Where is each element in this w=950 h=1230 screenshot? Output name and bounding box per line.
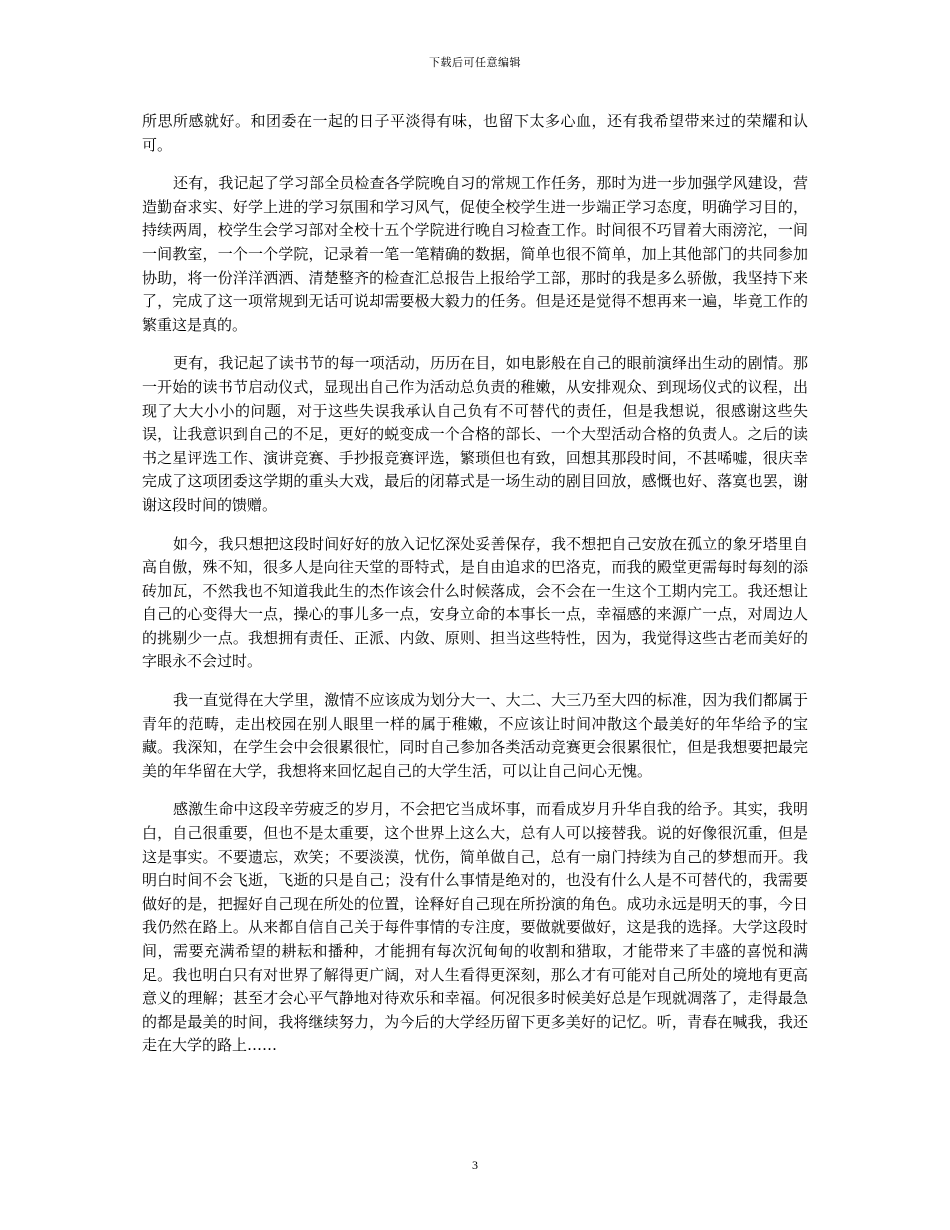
paragraph-6: 感激生命中这段辛劳疲乏的岁月，不会把它当成坏事，而看成岁月升华自我的给予。其实，我明白，自己很重要，但也不是太重要，这个世界上这么大，总有人可以接替我。说的好像很沉重，但是这是事实。不要遗忘，欢笑；不要淡漠，忧伤，简单做自己，总有一扇门持续为自己的梦想而开。我明白时间不会飞逝，飞逝的只是自己；没有什么事情是绝对的，也没有什么人是不可替代的，我需要做好的是，把握好自己现在所处的位置，诠释好自己现在所扮演的角色。成功永远是明天的事，今日我仍然在路上。从来都自信自己关于每件事情的专注度，要做就要做好，这是我的选择。大学这段时间，需要充满希望的耕耘和播种，才能拥有每次沉甸甸的收割和猎取，才能带来了丰盛的喜悦和满足。我也明白只有对世界了解得更广阔，对人生看得更深刻，那么才有可能对自己所处的境地有更高意义的理解；甚至才会心平气静地对待欢乐和幸福。何况很多时候美好总是乍现就凋落了，走得最急的都是最美的时间，我将继续努力，为今后的大学经历留下更多美好的记忆。听，青春在喊我，我还走在大学的路上…… — [142, 800, 808, 1055]
document-body — [142, 110, 808, 1058]
page-number: 3 — [472, 1158, 478, 1172]
paragraph-3: 更有，我记起了读书节的每一项活动，历历在目，如电影般在自己的眼前演绎出生动的剧情。那一开始的读书节启动仪式，显现出自己作为活动总负责的稚嫩，从安排观众、到现场仪式的议程，出现了大大小小的问题，对于这些失误我承认自己负有不可替代的责任，但是我想说，很感谢这些失误，让我意识到自己的不足，更好的蜕变成一个合格的部长、一个大型活动合格的负责人。之后的读书之星评选工作、演讲竞赛、手抄报竞赛评选，繁琐但也有致，回想其那段时间，不甚唏嘘，很庆幸完成了这项团委这学期的重头大戏，最后的闭幕式是一场生动的剧目回放，感慨也好、落寞也罢，谢谢这段时间的馈赠。 — [142, 354, 808, 514]
paragraph-5: 我一直觉得在大学里，激情不应该成为划分大一、大二、大三乃至大四的标准，因为我们都属于青年的范畴，走出校园在别人眼里一样的属于稚嫩，不应该让时间冲散这个最美好的年华给予的宝藏。我深知，在学生会中会很累很忙，同时自己参加各类活动竞赛更会很累很忙，但是我想要把最完美的年华留在大学，我想将来回忆起自己的大学生活，可以让自己问心无愧。 — [142, 691, 808, 780]
paragraph-4: 如今，我只想把这段时间好好的放入记忆深处妥善保存，我不想把自己安放在孤立的象牙塔里自高自傲，殊不知，很多人是向往天堂的哥特式，是自由追求的巴洛克，而我的殿堂更需每时每刻的添砖加瓦，不然我也不知道我此生的杰作该会什么时候落成，会不会在一生这个工期内完工。我还想让自己的心变得大一点，操心的事儿多一点，安身立命的本事长一点，幸福感的来源广一点，对周边人的挑剔少一点。我想拥有责任、正派、内敛、原则、担当这些特性，因为，我觉得这些古老而美好的字眼永不会过时。 — [142, 534, 808, 671]
page-header: 下载后可任意编辑 — [429, 56, 521, 69]
paragraph-1: 所思所感就好。和团委在一起的日子平淡得有味，也留下太多心血，还有我希望带来过的荣耀和认可。 — [142, 112, 808, 154]
paragraph-2: 还有，我记起了学习部全员检查各学院晚自习的常规工作任务，那时为进一步加强学风建设，营造勤奋求实、好学上进的学习氛围和学习风气，促使全校学生进一步端正学习态度，明确学习目的，持续两周，校学生会学习部对全校十五个学院进行晚自习检查工作。时间很不巧冒着大雨滂沱，一间一间教室，一个一个学院，记录着一笔一笔精确的数据，简单也很不简单，加上其他部门的共同参加协助，将一份洋洋洒洒、清楚整齐的检查汇总报告上报给学工部，那时的我是多么骄傲，我坚持下来了，完成了这一项常规到无话可说却需要极大毅力的任务。但是还是觉得不想再来一遍，毕竟工作的繁重这是真的。 — [142, 174, 808, 334]
